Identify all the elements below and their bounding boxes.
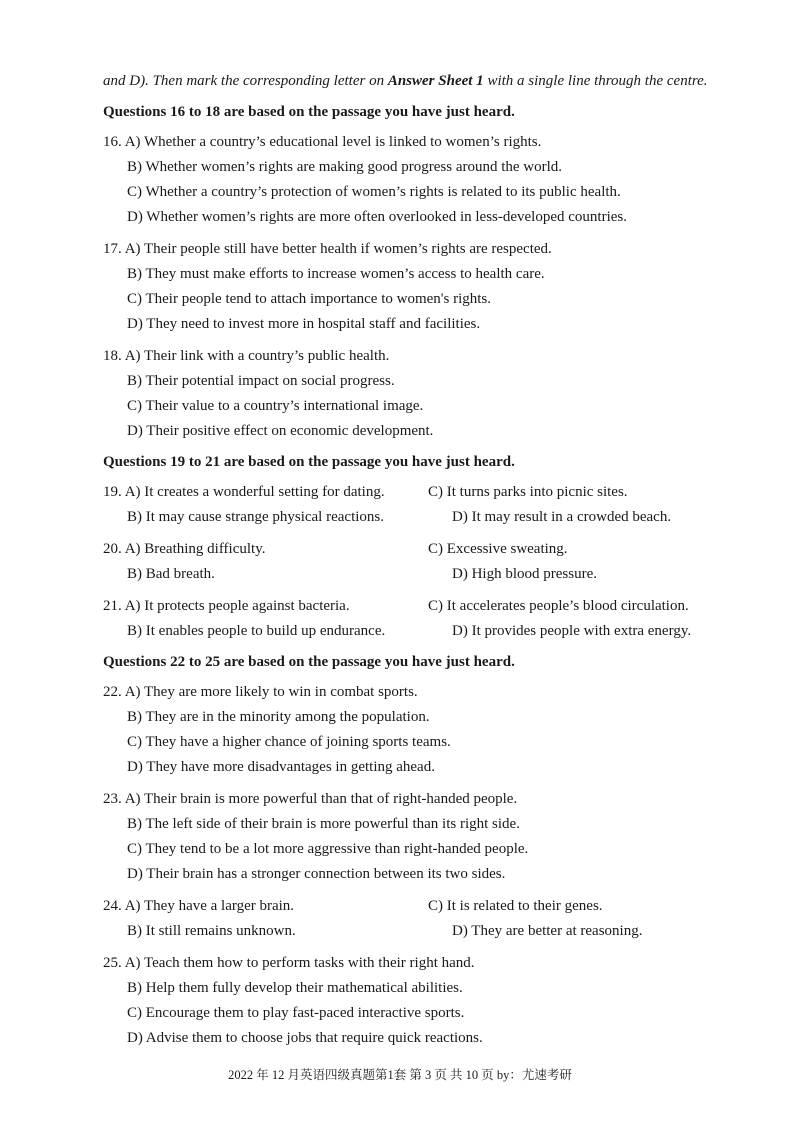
question-23 xyxy=(103,787,730,887)
option-c: C) Whether a country’s protection of women’s rights is related to its public health. xyxy=(127,184,621,200)
question-number: 16. xyxy=(103,134,122,150)
option-a: A) Their brain is more powerful than that of right-handed people. xyxy=(124,791,518,807)
section-heading: Questions 22 to 25 are based on the passage you have just heard. xyxy=(103,654,515,670)
section-heading: Questions 19 to 21 are based on the passage you have just heard. xyxy=(103,454,515,470)
option-c: C) Their value to a country’s international image. xyxy=(127,398,424,414)
question-number: 18. xyxy=(103,348,122,364)
question-17 xyxy=(103,237,730,337)
question-18 xyxy=(103,344,730,444)
section-heading: Questions 16 to 18 are based on the passage you have just heard. xyxy=(103,104,515,120)
question-25 xyxy=(103,951,730,1051)
option-b: B) It may cause strange physical reactions. xyxy=(127,509,384,525)
option-b: B) Their potential impact on social progress. xyxy=(127,373,395,389)
question-22 xyxy=(103,680,730,780)
option-c: C) They have a higher chance of joining sports teams. xyxy=(127,734,451,750)
option-d: D) Advise them to choose jobs that require quick reactions. xyxy=(127,1030,483,1046)
instructions xyxy=(103,70,730,93)
option-c: C) It turns parks into picnic sites. xyxy=(428,484,628,500)
option-b: B) They must make efforts to increase women’s access to health care. xyxy=(127,266,545,282)
question-number: 20. xyxy=(103,541,122,557)
option-a: A) Their people still have better health if women’s rights are respected. xyxy=(124,241,552,257)
option-d: D) Their brain has a stronger connection between its two sides. xyxy=(127,866,506,882)
question-20 xyxy=(103,537,730,587)
option-c: C) It accelerates people’s blood circulation. xyxy=(428,598,689,614)
question-21 xyxy=(103,594,730,644)
question-number: 25. xyxy=(103,955,122,971)
question-number: 21. xyxy=(103,598,122,614)
answer-sheet-label: Answer Sheet 1 xyxy=(387,73,484,89)
option-a: A) They have a larger brain. xyxy=(124,898,295,914)
option-b: B) The left side of their brain is more powerful than its right side. xyxy=(127,816,520,832)
option-d: D) High blood pressure. xyxy=(452,566,597,582)
option-c: C) They tend to be a lot more aggressive than right-handed people. xyxy=(127,841,529,857)
option-c: C) Excessive sweating. xyxy=(428,541,568,557)
option-a: A) Whether a country’s educational level is linked to women’s rights. xyxy=(124,134,542,150)
option-c: C) Encourage them to play fast-paced interactive sports. xyxy=(127,1005,465,1021)
question-number: 22. xyxy=(103,684,122,700)
option-d: D) It may result in a crowded beach. xyxy=(452,509,672,525)
option-b: B) They are in the minority among the population. xyxy=(127,709,430,725)
option-b: B) It still remains unknown. xyxy=(127,923,296,939)
page-footer: 2022 年 12 月英语四级真题第1套 第 3 页 共 10 页 by：尤速考研 xyxy=(228,1068,572,1082)
question-16 xyxy=(103,130,730,230)
option-b: B) Whether women’s rights are making good progress around the world. xyxy=(127,159,563,175)
instructions-text: and D). Then mark the corresponding letter on xyxy=(103,73,388,89)
option-d: D) They need to invest more in hospital staff and facilities. xyxy=(127,316,481,332)
option-c: C) Their people tend to attach importance to women's rights. xyxy=(127,291,491,307)
option-a: A) Their link with a country’s public health. xyxy=(124,348,390,364)
option-d: D) They have more disadvantages in getting ahead. xyxy=(127,759,435,775)
question-number: 24. xyxy=(103,898,122,914)
option-b: B) Help them fully develop their mathematical abilities. xyxy=(127,980,463,996)
question-24 xyxy=(103,894,730,944)
option-d: D) They are better at reasoning. xyxy=(452,923,643,939)
question-19 xyxy=(103,480,730,530)
question-number: 17. xyxy=(103,241,122,257)
option-b: B) It enables people to build up endurance. xyxy=(127,623,386,639)
option-d: D) It provides people with extra energy. xyxy=(452,623,692,639)
option-d: D) Whether women’s rights are more often overlooked in less-developed countries. xyxy=(127,209,627,225)
option-b: B) Bad breath. xyxy=(127,566,215,582)
option-a: A) It protects people against bacteria. xyxy=(124,598,350,614)
option-a: A) It creates a wonderful setting for dating. xyxy=(124,484,385,500)
option-a: A) Teach them how to perform tasks with their right hand. xyxy=(124,955,475,971)
option-a: A) Breathing difficulty. xyxy=(124,541,266,557)
option-d: D) Their positive effect on economic development. xyxy=(127,423,434,439)
instructions-text-end: with a single line through the centre. xyxy=(483,73,708,89)
option-a: A) They are more likely to win in combat sports. xyxy=(124,684,418,700)
question-number: 23. xyxy=(103,791,122,807)
question-number: 19. xyxy=(103,484,122,500)
option-c: C) It is related to their genes. xyxy=(428,898,603,914)
